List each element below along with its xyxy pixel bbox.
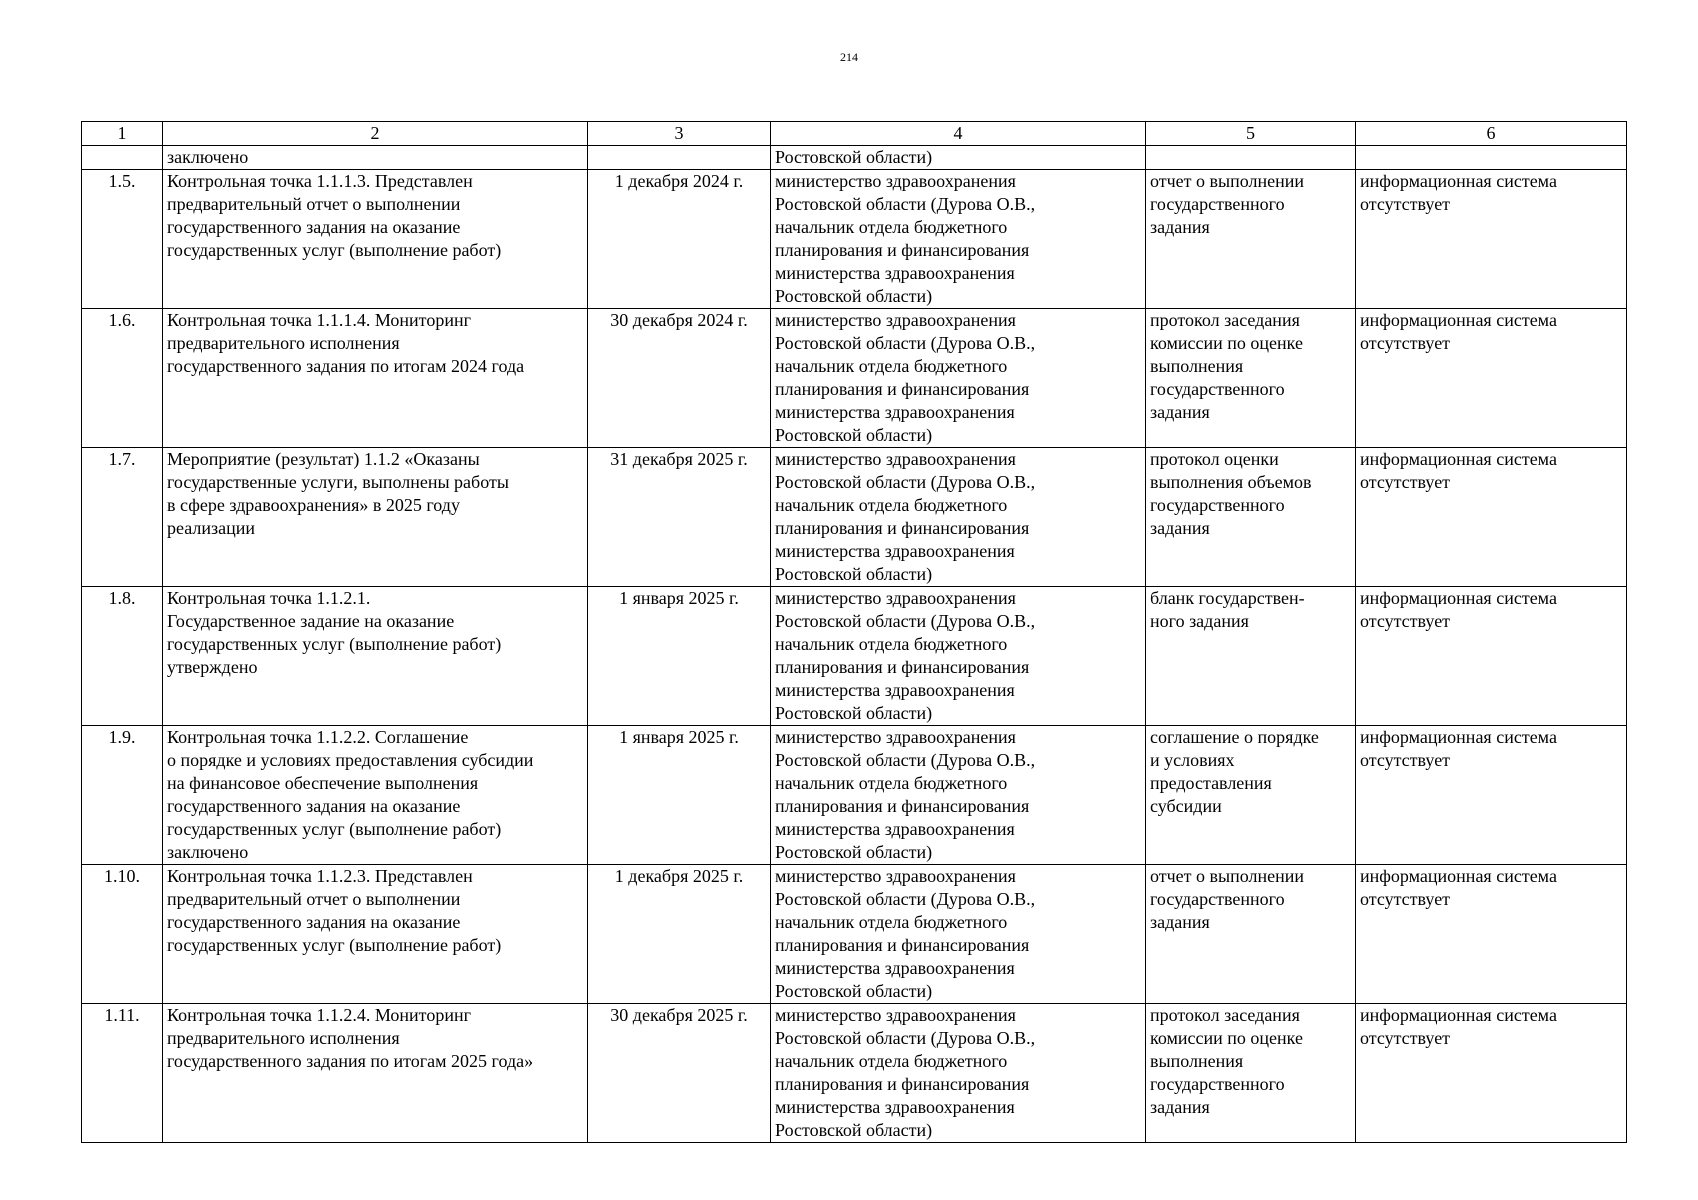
- responsible-line: планирования и финансирования: [775, 518, 1030, 538]
- document-line: государственного: [1150, 889, 1285, 909]
- description-line: Мероприятие (результат) 1.1.2 «Оказаны: [167, 449, 480, 469]
- responsible-line: Ростовской области (Дурова О.В.,: [775, 611, 1036, 631]
- date-cell: [588, 1004, 771, 1143]
- responsible-cell: [771, 1004, 1146, 1143]
- date-cell: [588, 309, 771, 448]
- document-cell: [1146, 726, 1356, 865]
- responsible-line: планирования и финансирования: [775, 796, 1030, 816]
- header-row: [82, 122, 1627, 146]
- row-number: 1.8.: [108, 588, 136, 608]
- responsible-line: министерство здравоохранения: [775, 449, 1016, 469]
- due-date: 31 декабря 2025 г.: [610, 449, 748, 469]
- description-line: государственного задания по итогам 2025 года»: [167, 1051, 534, 1071]
- responsible-line: начальник отдела бюджетного: [775, 1051, 1008, 1071]
- description-line: государственных услуг (выполнение работ): [167, 240, 502, 260]
- description-cell: [163, 1004, 588, 1143]
- responsible-line: министерства здравоохранения: [775, 819, 1015, 839]
- responsible-line: Ростовской области (Дурова О.В.,: [775, 889, 1036, 909]
- responsible-line: начальник отдела бюджетного: [775, 634, 1008, 654]
- description-cell: [163, 309, 588, 448]
- description-line: Государственное задание на оказание: [167, 611, 455, 631]
- description-line: Контрольная точка 1.1.1.3. Представлен: [167, 171, 473, 191]
- document-line: государственного: [1150, 194, 1285, 214]
- row-number-cell: [82, 726, 163, 865]
- description-line: о порядке и условиях предоставления субсидии: [167, 750, 534, 770]
- system-cell: [1356, 587, 1627, 726]
- description-cell: [163, 587, 588, 726]
- description-line: в сфере здравоохранения» в 2025 году: [167, 495, 460, 515]
- system-line: отсутствует: [1360, 472, 1451, 492]
- responsible-line: Ростовской области (Дурова О.В.,: [775, 750, 1036, 770]
- responsible-line: планирования и финансирования: [775, 935, 1030, 955]
- document-cell: [1146, 865, 1356, 1004]
- document-line: задания: [1150, 402, 1210, 422]
- document-cell: [1146, 587, 1356, 726]
- responsible-line: планирования и финансирования: [775, 379, 1030, 399]
- continuation-row: [82, 146, 1627, 170]
- responsible-line: Ростовской области): [775, 1120, 933, 1140]
- responsible-cell: [771, 448, 1146, 587]
- row-number-cell: [82, 309, 163, 448]
- system-cell: [1356, 865, 1627, 1004]
- system-line: информационная система: [1360, 1005, 1557, 1025]
- document-cell: [1146, 170, 1356, 309]
- row-number-cell: [82, 865, 163, 1004]
- row-number: 1.11.: [104, 1005, 140, 1025]
- document-line: протокол заседания: [1150, 1005, 1300, 1025]
- table-row: [82, 587, 1627, 726]
- responsible-line: Ростовской области (Дурова О.В.,: [775, 1028, 1036, 1048]
- document-line: отчет о выполнении: [1150, 866, 1305, 886]
- row-number: 1.6.: [108, 310, 136, 330]
- description-line: государственные услуги, выполнены работы: [167, 472, 509, 492]
- column-header-4: 4: [771, 122, 1146, 146]
- table-row: [82, 1004, 1627, 1143]
- description-line: Контрольная точка 1.1.2.1.: [167, 588, 371, 608]
- date-cell: [588, 865, 771, 1004]
- row-number-cell: [82, 1004, 163, 1143]
- responsible-line: Ростовской области (Дурова О.В.,: [775, 194, 1036, 214]
- column-header-6: 6: [1356, 122, 1627, 146]
- column-header-3: 3: [588, 122, 771, 146]
- table-row: [82, 726, 1627, 865]
- responsible-line: Ростовской области): [775, 564, 933, 584]
- system-line: информационная система: [1360, 449, 1557, 469]
- responsible-line: министерства здравоохранения: [775, 402, 1015, 422]
- table-row: [82, 448, 1627, 587]
- description-line: предварительный отчет о выполнении: [167, 889, 461, 909]
- description-line: Контрольная точка 1.1.2.4. Мониторинг: [167, 1005, 471, 1025]
- responsible-line: Ростовской области (Дурова О.В.,: [775, 472, 1036, 492]
- document-line: и условиях: [1150, 750, 1235, 770]
- document-line: предоставления: [1150, 773, 1272, 793]
- responsible-line: министерства здравоохранения: [775, 541, 1015, 561]
- due-date: 1 декабря 2025 г.: [614, 866, 744, 886]
- description-line: Контрольная точка 1.1.2.2. Соглашение: [167, 727, 469, 747]
- responsible-line: министерство здравоохранения: [775, 310, 1016, 330]
- row-number: 1.7.: [108, 449, 136, 469]
- description-line: Контрольная точка 1.1.1.4. Мониторинг: [167, 310, 471, 330]
- description-cell: [163, 448, 588, 587]
- control-points-table: [81, 121, 1627, 1143]
- responsible-line: Ростовской области): [775, 425, 933, 445]
- continuation-system-cell: [1356, 146, 1627, 170]
- date-cell: [588, 170, 771, 309]
- description-cell: [163, 865, 588, 1004]
- row-number: 1.10.: [104, 866, 140, 886]
- responsible-line: министерство здравоохранения: [775, 171, 1016, 191]
- description-line: на финансовое обеспечение выполнения: [167, 773, 479, 793]
- continuation-date-cell: [588, 146, 771, 170]
- responsible-line: начальник отдела бюджетного: [775, 773, 1008, 793]
- document-line: выполнения объемов: [1150, 472, 1312, 492]
- document-cell: [1146, 1004, 1356, 1143]
- due-date: 30 декабря 2025 г.: [610, 1005, 748, 1025]
- continuation-responsible-cell: [771, 146, 1146, 170]
- document-line: соглашение о порядке: [1150, 727, 1319, 747]
- system-line: информационная система: [1360, 588, 1557, 608]
- document-line: задания: [1150, 1097, 1210, 1117]
- document-line: государственного: [1150, 495, 1285, 515]
- document-line: государственного: [1150, 379, 1285, 399]
- description-line: государственного задания по итогам 2024 года: [167, 356, 525, 376]
- system-line: отсутствует: [1360, 889, 1451, 909]
- system-line: отсутствует: [1360, 1028, 1451, 1048]
- due-date: 1 января 2025 г.: [619, 727, 739, 747]
- document-line: задания: [1150, 217, 1210, 237]
- responsible-line: министерство здравоохранения: [775, 588, 1016, 608]
- system-cell: [1356, 448, 1627, 587]
- document-line: задания: [1150, 912, 1210, 932]
- document-line: задания: [1150, 518, 1210, 538]
- responsible-line: министерства здравоохранения: [775, 263, 1015, 283]
- description-line: государственных услуг (выполнение работ): [167, 935, 502, 955]
- row-number-cell: [82, 170, 163, 309]
- document-line: субсидии: [1150, 796, 1222, 816]
- system-cell: [1356, 1004, 1627, 1143]
- description-cell: [163, 726, 588, 865]
- column-header-5: 5: [1146, 122, 1356, 146]
- document-line: отчет о выполнении: [1150, 171, 1305, 191]
- document-line: выполнения: [1150, 356, 1244, 376]
- table-row: [82, 170, 1627, 309]
- document-line: протокол заседания: [1150, 310, 1300, 330]
- responsible-cell: [771, 587, 1146, 726]
- continuation-description-cell: [163, 146, 588, 170]
- table-body: [82, 146, 1627, 1143]
- responsible-line: министерства здравоохранения: [775, 680, 1015, 700]
- responsible-line: министерство здравоохранения: [775, 1005, 1016, 1025]
- continuation-description-text: заключено: [167, 147, 249, 167]
- row-number-cell: [82, 587, 163, 726]
- page-number: 214: [840, 50, 858, 64]
- table-row: [82, 309, 1627, 448]
- responsible-line: планирования и финансирования: [775, 1074, 1030, 1094]
- system-line: отсутствует: [1360, 194, 1451, 214]
- document-cell: [1146, 448, 1356, 587]
- due-date: 1 января 2025 г.: [619, 588, 739, 608]
- document-line: протокол оценки: [1150, 449, 1279, 469]
- continuation-document-cell: [1146, 146, 1356, 170]
- description-line: Контрольная точка 1.1.2.3. Представлен: [167, 866, 473, 886]
- responsible-line: министерства здравоохранения: [775, 1097, 1015, 1117]
- description-line: реализации: [167, 518, 255, 538]
- document-line: выполнения: [1150, 1051, 1244, 1071]
- date-cell: [588, 726, 771, 865]
- description-line: предварительного исполнения: [167, 1028, 400, 1048]
- description-line: заключено: [167, 842, 249, 862]
- responsible-line: начальник отдела бюджетного: [775, 495, 1008, 515]
- responsible-line: министерство здравоохранения: [775, 727, 1016, 747]
- continuation-responsible-text: Ростовской области): [775, 147, 933, 167]
- description-line: предварительного исполнения: [167, 333, 400, 353]
- table-row: [82, 865, 1627, 1004]
- row-number-cell: [82, 448, 163, 587]
- description-line: государственных услуг (выполнение работ): [167, 819, 502, 839]
- column-header-2: 2: [163, 122, 588, 146]
- system-cell: [1356, 726, 1627, 865]
- responsible-cell: [771, 309, 1146, 448]
- system-cell: [1356, 170, 1627, 309]
- responsible-line: планирования и финансирования: [775, 657, 1030, 677]
- responsible-cell: [771, 865, 1146, 1004]
- responsible-line: начальник отдела бюджетного: [775, 912, 1008, 932]
- responsible-line: Ростовской области): [775, 842, 933, 862]
- continuation-num-cell: [82, 146, 163, 170]
- system-line: информационная система: [1360, 310, 1557, 330]
- system-line: информационная система: [1360, 171, 1557, 191]
- system-line: отсутствует: [1360, 333, 1451, 353]
- row-number: 1.9.: [108, 727, 136, 747]
- description-line: утверждено: [167, 657, 258, 677]
- system-cell: [1356, 309, 1627, 448]
- responsible-line: Ростовской области): [775, 286, 933, 306]
- responsible-line: Ростовской области (Дурова О.В.,: [775, 333, 1036, 353]
- description-line: предварительный отчет о выполнении: [167, 194, 461, 214]
- responsible-cell: [771, 170, 1146, 309]
- document-line: комиссии по оценке: [1150, 1028, 1303, 1048]
- responsible-line: министерства здравоохранения: [775, 958, 1015, 978]
- responsible-line: начальник отдела бюджетного: [775, 217, 1008, 237]
- responsible-line: министерство здравоохранения: [775, 866, 1016, 886]
- responsible-line: начальник отдела бюджетного: [775, 356, 1008, 376]
- description-line: государственных услуг (выполнение работ): [167, 634, 502, 654]
- responsible-cell: [771, 726, 1146, 865]
- column-header-1: 1: [82, 122, 163, 146]
- due-date: 30 декабря 2024 г.: [610, 310, 748, 330]
- system-line: информационная система: [1360, 866, 1557, 886]
- document-line: ного задания: [1150, 611, 1249, 631]
- description-cell: [163, 170, 588, 309]
- date-cell: [588, 448, 771, 587]
- document-line: государственного: [1150, 1074, 1285, 1094]
- system-line: отсутствует: [1360, 750, 1451, 770]
- date-cell: [588, 587, 771, 726]
- description-line: государственного задания на оказание: [167, 217, 461, 237]
- responsible-line: Ростовской области): [775, 703, 933, 723]
- document-line: комиссии по оценке: [1150, 333, 1303, 353]
- description-line: государственного задания на оказание: [167, 796, 461, 816]
- row-number: 1.5.: [108, 171, 136, 191]
- responsible-line: Ростовской области): [775, 981, 933, 1001]
- system-line: информационная система: [1360, 727, 1557, 747]
- due-date: 1 декабря 2024 г.: [614, 171, 744, 191]
- description-line: государственного задания на оказание: [167, 912, 461, 932]
- document-line: бланк государствен-: [1150, 588, 1305, 608]
- system-line: отсутствует: [1360, 611, 1451, 631]
- document-cell: [1146, 309, 1356, 448]
- responsible-line: планирования и финансирования: [775, 240, 1030, 260]
